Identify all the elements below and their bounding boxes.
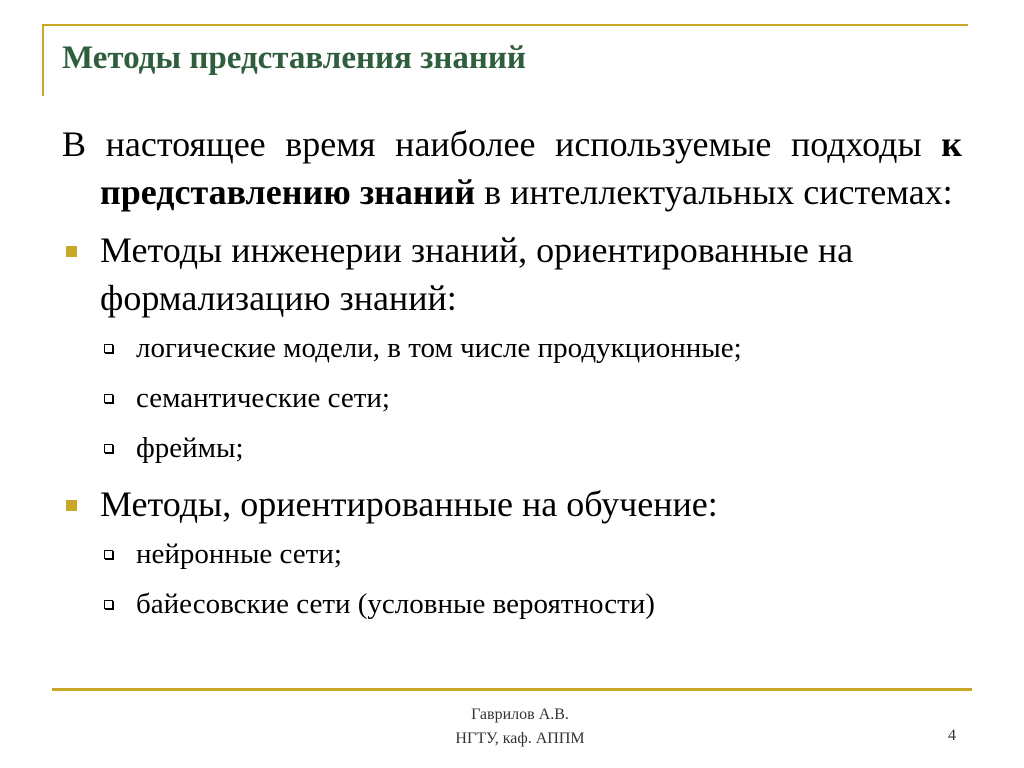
page-number: 4 — [948, 727, 956, 744]
slide-content — [62, 120, 962, 636]
hollow-square-bullet-icon — [104, 600, 113, 609]
footer-org: НГТУ, каф. АППМ — [455, 730, 585, 747]
bullet-text: Методы инженерии знаний, ориентированные на формализацию знаний: — [100, 230, 854, 318]
footer-author: Гаврилов А.В. — [471, 706, 569, 723]
bullet-level2 — [62, 330, 962, 366]
bullet-text: нейронные сети; — [136, 538, 342, 570]
bullet-level1 — [62, 226, 962, 322]
bullet-text: фреймы; — [136, 432, 244, 464]
intro-text-2: в интеллектуальных системах: — [475, 172, 953, 212]
bullet-text: байесовские сети (условные вероятности) — [136, 588, 655, 620]
bullet-level2 — [62, 536, 962, 572]
slide-title: Методы представления знаний — [62, 40, 526, 76]
bullet-level1 — [62, 480, 962, 528]
bullet-level2 — [62, 380, 962, 416]
bullet-level2 — [62, 586, 962, 622]
intro-bold-text: к представлению знаний — [100, 124, 962, 212]
square-bullet-icon — [66, 500, 77, 511]
intro-text-1: В настоящее время наиболее используемые подходы — [62, 124, 942, 164]
footer-divider — [52, 688, 972, 691]
bullet-text: семантические сети; — [136, 382, 390, 414]
square-bullet-icon — [66, 246, 77, 257]
bullet-text: логические модели, в том числе продукционные; — [136, 332, 742, 364]
hollow-square-bullet-icon — [104, 344, 113, 353]
bullet-text: Методы, ориентированные на обучение: — [100, 484, 718, 524]
hollow-square-bullet-icon — [104, 444, 113, 453]
hollow-square-bullet-icon — [104, 550, 113, 559]
footer — [420, 703, 620, 751]
hollow-square-bullet-icon — [104, 394, 113, 403]
intro-paragraph — [62, 120, 962, 216]
bullet-level2 — [62, 430, 962, 466]
